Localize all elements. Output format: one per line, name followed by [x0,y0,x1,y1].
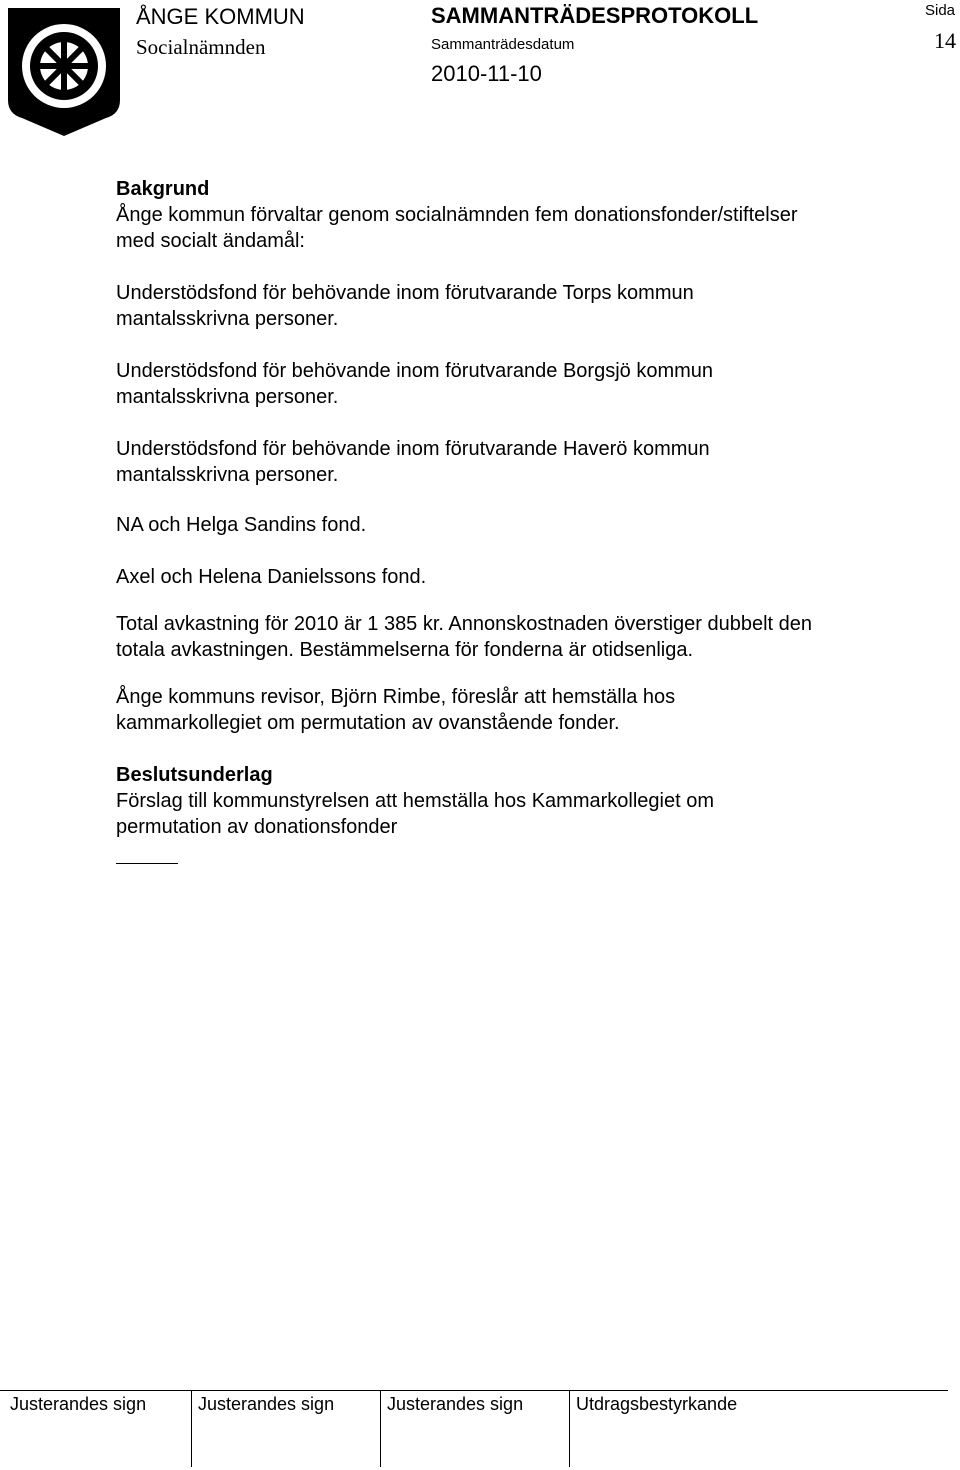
bakgrund-heading: Bakgrund [116,178,210,200]
fund-5: Axel och Helena Danielssons fond. [116,566,427,588]
signature-cell-1: Justerandes sign [10,1394,147,1414]
signature-divider [569,1391,570,1467]
page-label: Sida [925,2,956,19]
auditor-line-2: kammarkollegiet om permutation av ovanstående fonder. [116,712,620,734]
fund-3-line-1: Understödsfond för behövande inom förutvarande Haverö kommun [116,438,710,460]
basis-line-1: Förslag till kommunstyrelsen att hemställa hos Kammarkollegiet om [116,790,714,812]
signature-cell-2: Justerandes sign [198,1394,335,1414]
yield-line-1: Total avkastning för 2010 är 1 385 kr. Annonskostnaden överstiger dubbelt den [116,613,813,635]
fund-4: NA och Helga Sandins fond. [116,514,367,536]
basis-line-2: permutation av donationsfonder [116,816,398,838]
organization-name: ÅNGE KOMMUN [136,4,305,29]
auditor-line-1: Ånge kommuns revisor, Björn Rimbe, föreslår att hemställa hos [116,686,676,708]
intro-line-1: Ånge kommun förvaltar genom socialnämnden fem donationsfonder/stiftelser [116,204,798,226]
yield-line-2: totala avkastningen. Bestämmelserna för fonderna är otidsenliga. [116,639,694,661]
fund-1-line-1: Understödsfond för behövande inom förutvarande Torps kommun [116,282,694,304]
municipal-wheel-shield-icon [6,4,122,138]
fund-3-line-2: mantalsskrivna personer. [116,464,339,486]
meeting-date-value: 2010-11-10 [431,61,542,86]
signature-divider [380,1391,381,1467]
signature-divider [191,1391,192,1467]
beslutsunderlag-heading: Beslutsunderlag [116,764,273,786]
page-number: 14 [934,28,956,53]
fund-2-line-1: Understödsfond för behövande inom förutvarande Borgsjö kommun [116,360,714,382]
end-rule [116,863,178,864]
intro-line-2: med socialt ändamål: [116,230,305,252]
document-body [116,176,936,864]
department-name: Socialnämnden [136,35,266,59]
signature-cell-3: Justerandes sign [387,1394,524,1414]
fund-1-line-2: mantalsskrivna personer. [116,308,339,330]
document-title: SAMMANTRÄDESPROTOKOLL [431,3,759,28]
signature-cell-4: Utdragsbestyrkande [576,1394,738,1414]
fund-2-line-2: mantalsskrivna personer. [116,386,339,408]
meeting-date-label: Sammanträdesdatum [431,36,575,53]
